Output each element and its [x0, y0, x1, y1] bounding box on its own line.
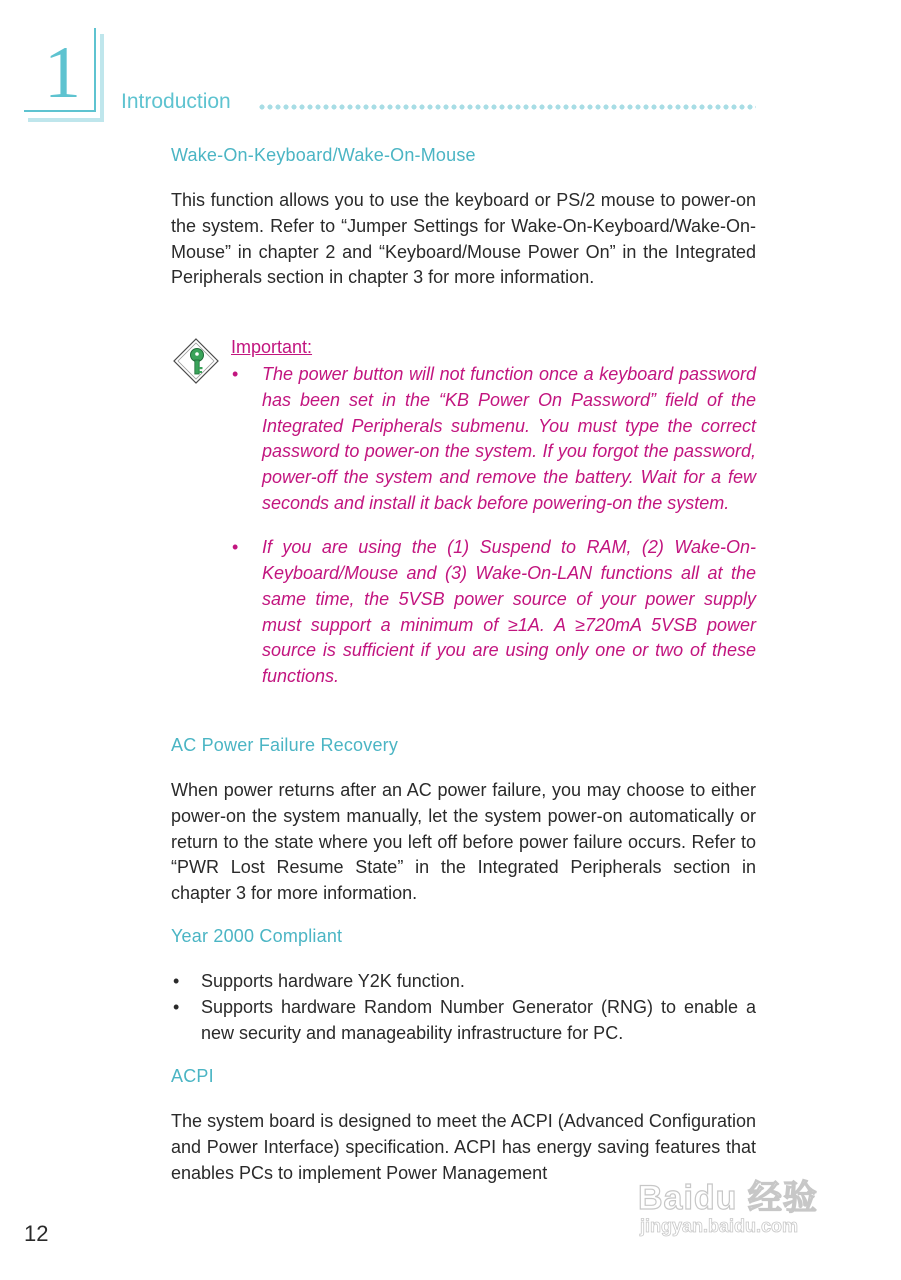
- important-note-item: [231, 362, 756, 517]
- y2k-list: [171, 969, 756, 1046]
- important-notes: [231, 362, 756, 690]
- section-heading-acpi: ACPI: [171, 1066, 214, 1086]
- list-item-text: Supports hardware Y2K function.: [201, 971, 465, 991]
- important-label: Important:: [231, 337, 313, 357]
- bullet-mark: •: [232, 537, 239, 558]
- important-note-item: [231, 535, 756, 690]
- chapter-number: 1: [44, 32, 81, 114]
- watermark: [638, 1170, 848, 1246]
- section-body-ac-power: When power returns after an AC power failure, you may choose to either power-on the system manually, let the system power-on automatically or return to the state where you left off before power failure occurs. Refer to “PWR Lost Resume State” in the Integrated Peripherals section in chapter 3 for more information.: [171, 780, 756, 904]
- section-body-acpi: The system board is designed to meet the ACPI (Advanced Configuration and Power Interface) specification. ACPI has energy saving features that enables PCs to implement Power Management: [171, 1111, 756, 1183]
- watermark-logo: Baidu 经验: [638, 1179, 818, 1217]
- list-item: [171, 995, 756, 1047]
- watermark-url: jingyan.baidu.com: [640, 1216, 799, 1236]
- bullet-mark: •: [173, 971, 180, 991]
- list-item-text: Supports hardware Random Number Generator (RNG) to enable a new security and manageability infrastructure for PC.: [201, 996, 756, 1043]
- list-item: [171, 969, 756, 995]
- section-heading-ac-power: AC Power Failure Recovery: [171, 735, 399, 755]
- important-note-text: If you are using the (1) Suspend to RAM, (2) Wake-On-Keyboard/Mouse and (3) Wake-On-LAN functions all at the same time, the 5VSB power source of your power supply must support a minimum of ≥1A. A ≥720mA 5VSB power source is sufficient if you are using only one or two of these functions.: [262, 537, 756, 687]
- section-heading-wake: Wake-On-Keyboard/Wake-On-Mouse: [171, 145, 476, 165]
- page-number: 12: [24, 1221, 49, 1246]
- important-key-icon: [173, 338, 219, 384]
- title-dot-leader: [258, 103, 756, 111]
- chapter-title: Introduction: [121, 90, 231, 113]
- bullet-mark: •: [232, 364, 239, 384]
- bullet-mark: •: [173, 996, 180, 1017]
- section-heading-y2k: Year 2000 Compliant: [171, 926, 343, 946]
- important-note-text: The power button will not function once a keyboard password has been set in the “KB Power On Password” field of the Integrated Peripherals submenu. You must type the correct password to power-on the system. If you forgot the password, power-off the system and remove the battery. Wait for a few seconds and install it back before powering-on the system.: [262, 364, 756, 513]
- section-body-wake: This function allows you to use the keyboard or PS/2 mouse to power-on the system. Refer to “Jumper Settings for Wake-On-Keyboard/Wake-On-Mouse” in chapter 2 and “Keyboard/Mouse Power On” in the Integrated Peripherals section in chapter 3 for more information.: [171, 190, 756, 288]
